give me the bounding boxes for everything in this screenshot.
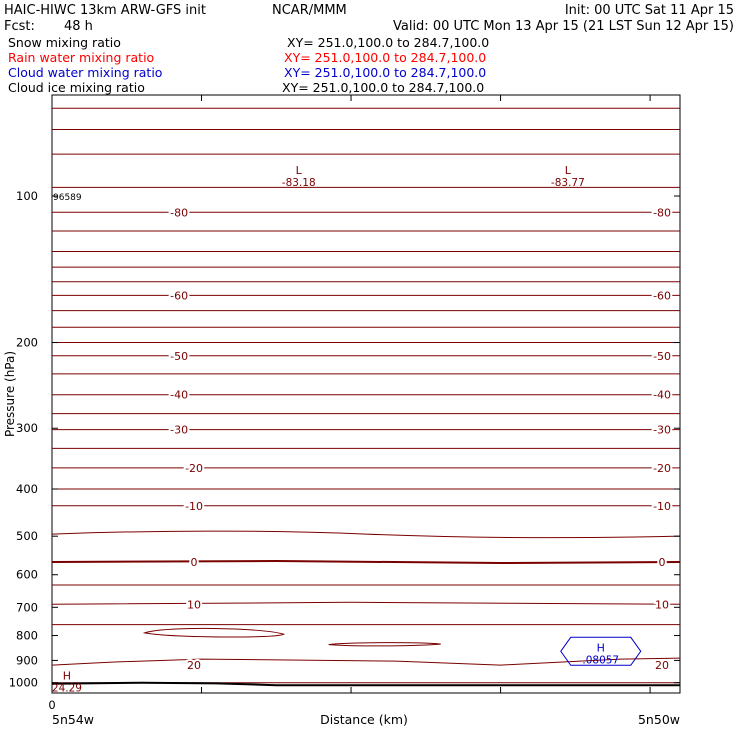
valid-time: Valid: 00 UTC Mon 13 Apr 15 (21 LST Sun 12 Apr 15): [392, 19, 734, 34]
isotherm-label-right--80: -80: [653, 206, 672, 220]
y-tick-label-1000: 1000: [8, 675, 38, 690]
legend-label-snow: Snow mixing ratio: [8, 35, 121, 50]
fcst-value: 48 h: [64, 19, 93, 34]
x-axis-title: Distance (km): [320, 712, 408, 727]
legend-label-rain: Rain water mixing ratio: [8, 50, 155, 65]
extremum-value-2: 24.29: [51, 682, 82, 695]
y-tick-label-300: 300: [16, 421, 38, 436]
isotherm-contours: [52, 108, 680, 682]
extremum-value-0: -83.18: [281, 176, 316, 189]
x-start-label: 0: [48, 698, 56, 712]
isotherm-label-10: 10: [187, 598, 202, 612]
y-tick-label-100: 100: [16, 189, 38, 204]
x-right-label: 5n50w: [637, 712, 680, 727]
isotherm-0: [52, 561, 680, 563]
closed-contour-warm: [145, 628, 284, 637]
isotherm-label-right-0: 0: [658, 556, 666, 570]
isotherm-label--20: -20: [185, 461, 204, 475]
legend-xy-cloud-water: XY= 251.0,100.0 to 284.7,100.0: [284, 65, 487, 80]
isotherm-label--40: -40: [170, 388, 189, 402]
extremum-value-3: .08057: [582, 654, 620, 667]
top-left-marker: 96589: [53, 193, 82, 204]
isotherm-label-0: 0: [190, 556, 198, 570]
legend-xy-rain: XY= 251.0,100.0 to 284.7,100.0: [284, 50, 487, 65]
fcst-label: Fcst:: [4, 19, 35, 34]
y-tick-label-500: 500: [16, 529, 38, 544]
legend-xy-cloud-ice: XY= 251.0,100.0 to 284.7,100.0: [282, 80, 485, 95]
isotherm-label-right--30: -30: [653, 423, 672, 437]
extremum-value-1: -83.77: [550, 176, 585, 189]
isotherm-label--50: -50: [170, 349, 189, 363]
isotherm-label-right-20: 20: [655, 659, 670, 673]
isotherm-label--30: -30: [170, 423, 189, 437]
legend-xy-snow: XY= 251.0,100.0 to 284.7,100.0: [287, 35, 490, 50]
isotherm-label-right--50: -50: [653, 349, 672, 363]
isotherm-label-right--10: -10: [653, 499, 672, 513]
extremum-type-0: L: [295, 163, 302, 177]
isotherm-label-right--20: -20: [653, 461, 672, 475]
legend-label-cloud-water: Cloud water mixing ratio: [8, 65, 163, 80]
closed-contour-small: [329, 643, 441, 646]
isotherm-label-right-10: 10: [655, 598, 670, 612]
x-left-label: 5n54w: [52, 712, 95, 727]
contour-line-15: [52, 531, 680, 538]
y-tick-label-900: 900: [16, 653, 38, 668]
isotherm-10: [52, 602, 680, 604]
isotherm-label--10: -10: [185, 499, 204, 513]
legend: [8, 35, 489, 95]
legend-label-cloud-ice: Cloud ice mixing ratio: [8, 80, 145, 95]
isotherm-label-20: 20: [187, 659, 202, 673]
isotherm-label-right--40: -40: [653, 388, 672, 402]
y-tick-label-400: 400: [16, 482, 38, 497]
isotherm-label--60: -60: [170, 289, 189, 303]
isotherm-label--80: -80: [170, 206, 189, 220]
y-axis-title: Pressure (hPa): [3, 350, 17, 438]
extremum-type-1: L: [564, 163, 571, 177]
y-tick-label-600: 600: [16, 567, 38, 582]
y-tick-label-200: 200: [16, 335, 38, 350]
y-tick-label-700: 700: [16, 600, 38, 615]
title-center: NCAR/MMM: [272, 3, 347, 18]
isotherm-label-right--60: -60: [653, 289, 672, 303]
extremum-type-2: H: [62, 669, 72, 683]
title-left: HAIC-HIWC 13km ARW-GFS init: [4, 3, 206, 18]
extremum-type-3: H: [596, 641, 605, 655]
y-tick-label-800: 800: [16, 628, 38, 643]
init-time: Init: 00 UTC Sat 11 Apr 15: [564, 3, 734, 18]
